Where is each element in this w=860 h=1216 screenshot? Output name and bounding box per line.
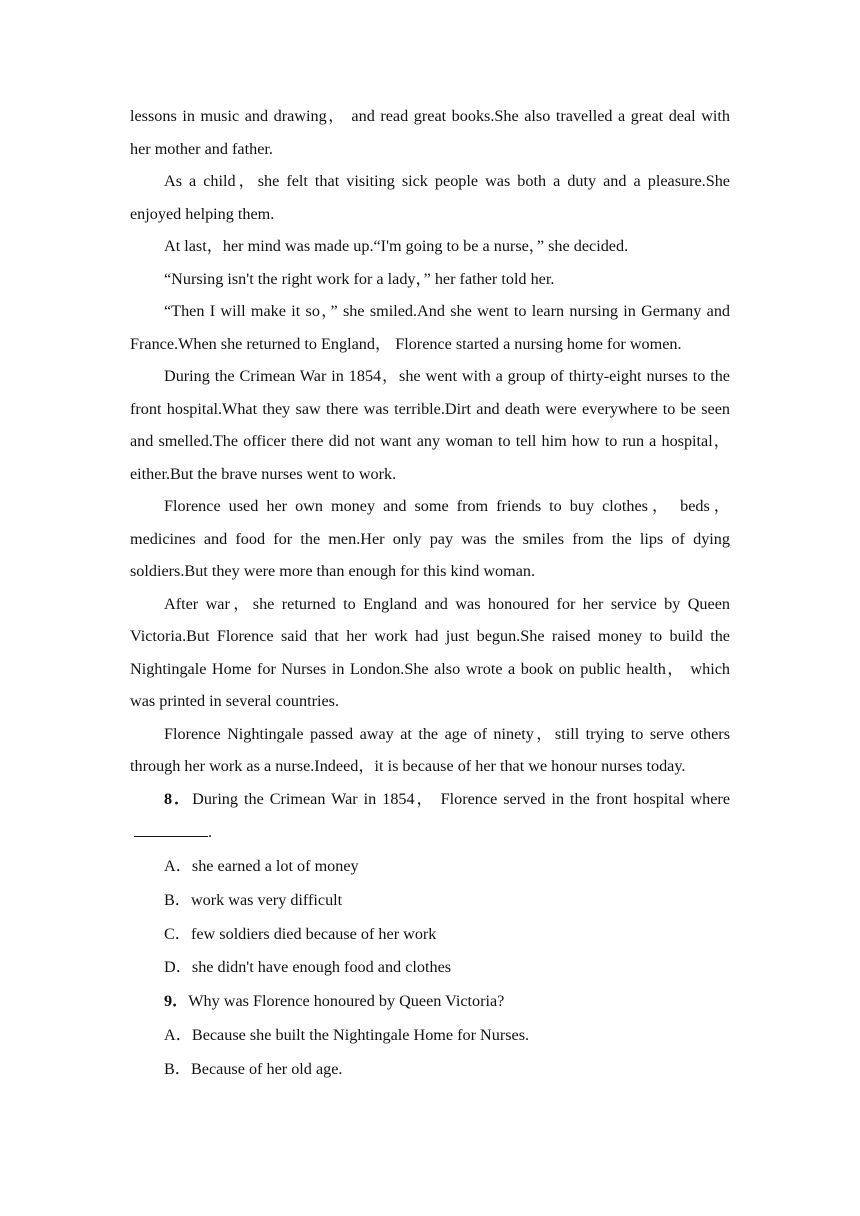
option-text: Because of her old age. bbox=[190, 1059, 343, 1078]
option-letter: B． bbox=[164, 1059, 191, 1078]
answer-blank bbox=[134, 822, 208, 837]
passage-paragraph-4: “Nursing isn't the right work for a lady，” her father told her. bbox=[164, 269, 555, 288]
question-text: Why was Florence honoured by Queen Victoria? bbox=[188, 992, 505, 1011]
option-letter: A． bbox=[164, 857, 192, 876]
passage-paragraph-9: Florence Nightingale passed away at the age of ninety，still trying to serve others through her work as a nurse.Indeed，it is because of her that we honour nurses today. bbox=[130, 724, 730, 775]
reading-passage bbox=[130, 100, 730, 783]
option-letter: D． bbox=[164, 958, 192, 977]
passage-paragraph-2: As a child，she felt that visiting sick people was both a duty and a pleasure.She enjoyed helping them. bbox=[130, 172, 730, 223]
passage-paragraph-7: Florence used her own money and some from friends to buy clothes， beds， medicines and food for the men.Her only pay was the smiles from the lips of dying soldiers.But they were more than enough for this kind woman. bbox=[130, 497, 730, 580]
question-number: 9． bbox=[164, 992, 189, 1011]
option-letter: A． bbox=[164, 1026, 192, 1045]
document-page bbox=[130, 100, 730, 1087]
passage-paragraph-3: At last，her mind was made up.“I'm going to be a nurse，” she decided. bbox=[164, 237, 629, 255]
question-end: . bbox=[208, 823, 213, 842]
passage-paragraph-1: lessons in music and drawing， and read great books.She also travelled a great deal with her mother and father. bbox=[130, 107, 730, 158]
option-letter: C． bbox=[164, 924, 191, 943]
option-text: work was very difficult bbox=[190, 890, 343, 909]
option-a bbox=[130, 850, 730, 884]
question-number: 8． bbox=[164, 789, 193, 808]
passage-paragraph-6: During the Crimean War in 1854，she went with a group of thirty-eight nurses to the front hospital.What they saw there was terrible.Dirt and death were everywhere to be seen and smelled.The officer there did not want any woman to tell him how to run a hospital，either.But the brave nurses went to work. bbox=[130, 367, 730, 483]
question-8 bbox=[130, 783, 730, 986]
option-c bbox=[130, 918, 730, 952]
option-b bbox=[130, 1053, 730, 1087]
option-d bbox=[130, 951, 730, 985]
option-text: few soldiers died because of her work bbox=[190, 924, 437, 943]
option-b bbox=[130, 884, 730, 918]
option-text: Because she built the Nightingale Home for Nurses. bbox=[191, 1026, 530, 1045]
option-a bbox=[130, 1019, 730, 1053]
question-stem bbox=[130, 783, 730, 851]
question-stem bbox=[130, 985, 730, 1019]
option-text: she didn't have enough food and clothes bbox=[191, 958, 452, 977]
question-9 bbox=[130, 985, 730, 1086]
option-text: she earned a lot of money bbox=[191, 857, 359, 876]
passage-paragraph-5: “Then I will make it so，” she smiled.And she went to learn nursing in Germany and France.When she returned to England， Florence started a nursing home for women. bbox=[130, 302, 730, 353]
option-letter: B． bbox=[164, 890, 191, 909]
question-text: During the Crimean War in 1854， Florence served in the front hospital where bbox=[192, 789, 730, 808]
passage-paragraph-8: After war，she returned to England and was honoured for her service by Queen Victoria.But Florence said that her work had just begun.She raised money to build the Nightingale Home for Nurses in London.She also wrote a book on public health， which was printed in several countries. bbox=[130, 594, 730, 710]
